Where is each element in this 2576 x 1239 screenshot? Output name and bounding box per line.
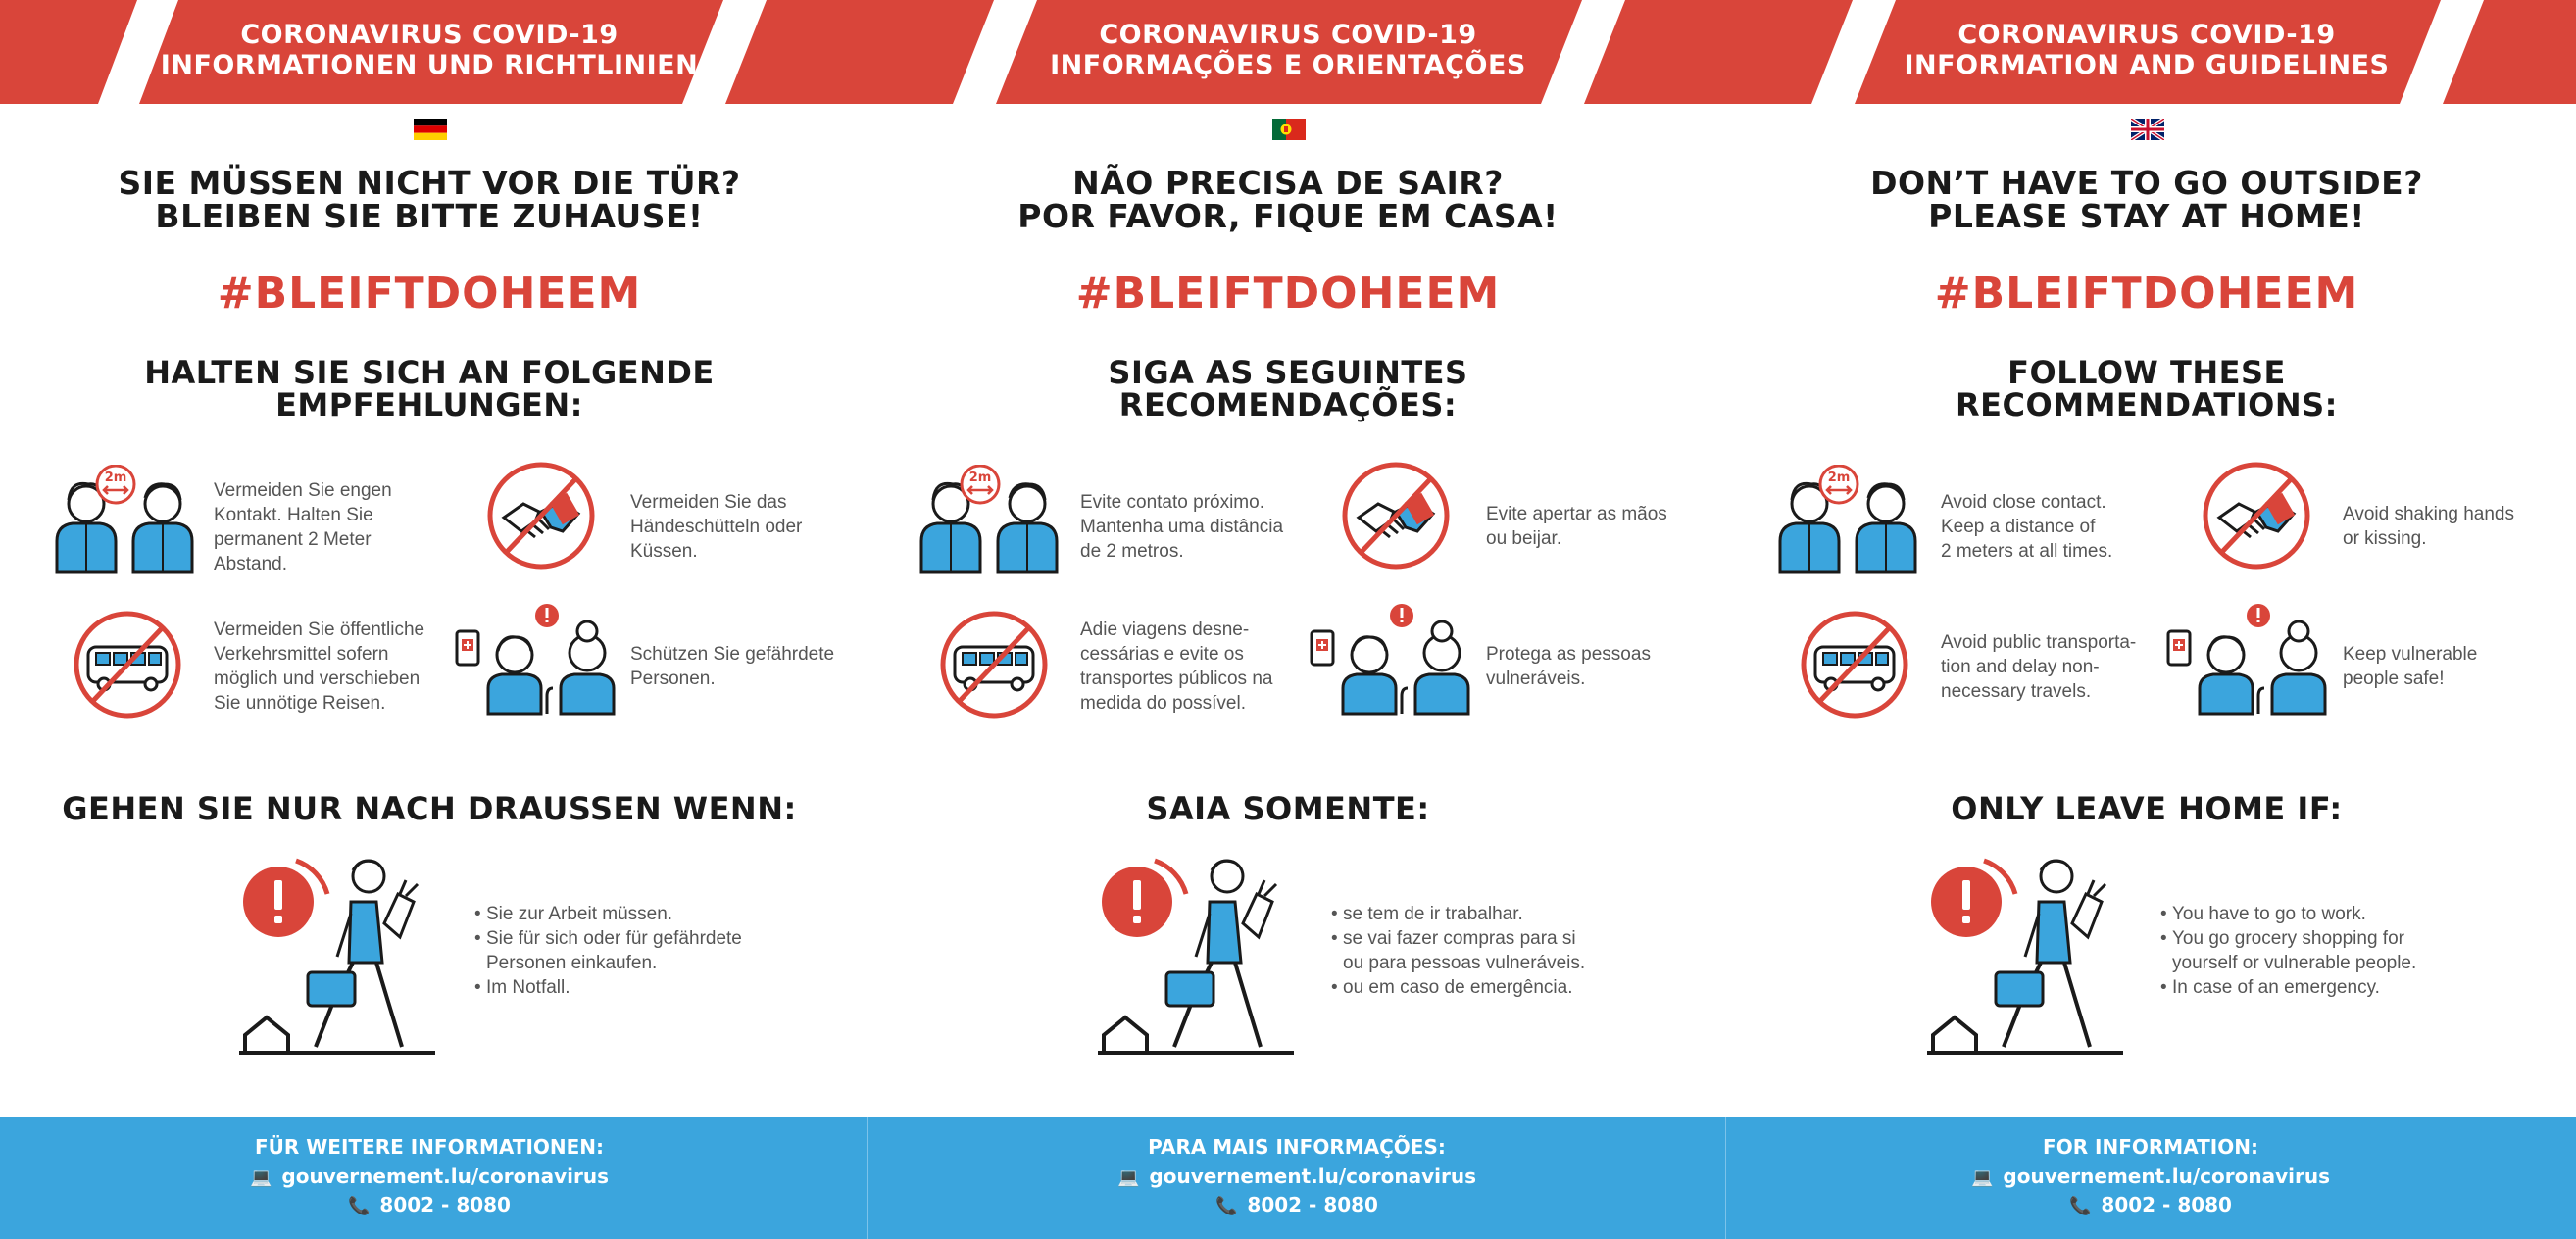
svg-text:2m: 2m (1827, 471, 1851, 485)
recommendations-heading: SIGA AS SEGUINTES RECOMENDAÇÕES: (1108, 354, 1468, 423)
headline: DON’T HAVE TO GO OUTSIDE? PLEASE STAY AT HOME! (1870, 164, 2423, 235)
no-handshake-icon (486, 461, 596, 570)
walking-shopper-icon (1098, 855, 1306, 1057)
germany-flag-icon (414, 119, 447, 140)
list-item: • You have to go to work. (2160, 902, 2416, 926)
laptop-icon: 💻 (1116, 1167, 1140, 1188)
vulnerable-people-icon (2164, 602, 2331, 716)
list-item: • se tem de ir trabalhar. (1331, 902, 1585, 926)
recommendation-text: Schützen Sie gefährdete Personen. (630, 644, 835, 689)
panel-german (0, 0, 859, 1117)
phone-icon: 📞 (2069, 1196, 2092, 1216)
svg-text:2m: 2m (104, 471, 127, 485)
hashtag: #BLEIFTDOHEEM (217, 269, 642, 319)
band-title: CORONAVIRUS COVID-19 INFORMAÇÕES E ORIENTAÇÕES (1050, 20, 1526, 80)
distance-2m-icon (1774, 465, 1921, 574)
leave-conditions-list (474, 902, 742, 1000)
walking-shopper-icon (1927, 855, 2135, 1057)
hashtag: #BLEIFTDOHEEM (1075, 269, 1501, 319)
headline: SIE MÜSSEN NICHT VOR DIE TÜR? BLEIBEN SIE BITTE ZUHAUSE! (118, 164, 741, 235)
no-bus-icon (939, 610, 1049, 719)
leave-conditions-list (2160, 902, 2416, 1000)
leave-home-heading: ONLY LEAVE HOME IF: (1951, 790, 2343, 827)
website-link[interactable]: gouvernement.lu/coronavirus (281, 1165, 609, 1188)
no-bus-icon (1800, 610, 1909, 719)
list-item: • In case of an emergency. (2160, 975, 2416, 1000)
footer-title: FÜR WEITERE INFORMATIONEN: (254, 1135, 605, 1159)
footer-german (0, 1117, 859, 1239)
headline: NÃO PRECISA DE SAIR? POR FAVOR, FIQUE EM CASA! (1017, 164, 1559, 235)
recommendation-text: Avoid public transporta- tion and delay non- necessary travels. (1941, 632, 2137, 702)
recommendation-text: Keep vulnerable people safe! (2343, 644, 2478, 689)
walking-shopper-icon (239, 855, 447, 1057)
recommendation-text: Evite contato próximo. Mantenha uma distância de 2 metros. (1080, 492, 1284, 562)
list-item: • se vai fazer compras para si ou para pessoas vulneráveis. (1331, 926, 1585, 975)
distance-2m-icon (51, 465, 198, 574)
recommendation-text: Adie viagens desne- cessárias e evite os transportes públicos na medida do possível. (1080, 620, 1273, 714)
website-link[interactable]: gouvernement.lu/coronavirus (2003, 1165, 2330, 1188)
leave-home-heading: SAIA SOMENTE: (1146, 790, 1430, 827)
list-item: • You go grocery shopping for yourself or vulnerable people. (2160, 926, 2416, 975)
no-handshake-icon (1341, 461, 1451, 570)
no-handshake-icon (2202, 461, 2311, 570)
recommendation-text: Avoid shaking hands or kissing. (2343, 504, 2514, 549)
recommendations-heading: HALTEN SIE SICH AN FOLGENDE EMPFEHLUNGEN: (144, 354, 715, 423)
recommendations-heading: FOLLOW THESE RECOMMENDATIONS: (1956, 354, 2338, 423)
leave-conditions-list (1331, 902, 1585, 1000)
footer (0, 1117, 2576, 1239)
distance-2m-icon (916, 465, 1063, 574)
laptop-icon: 💻 (1970, 1167, 1994, 1188)
recommendation-text: Evite apertar as mãos ou beijar. (1486, 504, 1667, 549)
uk-flag-icon (2131, 119, 2164, 140)
svg-text:2m: 2m (968, 471, 992, 485)
no-bus-icon (73, 610, 182, 719)
recommendation-text: Vermeiden Sie engen Kontakt. Halten Sie permanent 2 Meter Abstand. (214, 480, 392, 574)
hashtag: #BLEIFTDOHEEM (1934, 269, 2359, 319)
panel-english (1717, 0, 2576, 1117)
footer-english (1721, 1117, 2576, 1239)
portugal-flag-icon (1272, 119, 1306, 140)
phone-icon: 📞 (1215, 1196, 1238, 1216)
recommendation-text: Avoid close contact. Keep a distance of 2 meters at all times. (1941, 492, 2113, 562)
vulnerable-people-icon (1308, 602, 1474, 716)
band-title: CORONAVIRUS COVID-19 INFORMATIONEN UND RICHTLINIEN (160, 20, 699, 80)
recommendation-text: Vermeiden Sie öffentliche Verkehrsmittel sofern möglich und verschieben Sie unnötige Reisen. (214, 620, 425, 714)
panel-portuguese (859, 0, 1717, 1117)
list-item: • Sie für sich oder für gefährdete Personen einkaufen. (474, 926, 742, 975)
list-item: • Im Notfall. (474, 975, 742, 1000)
band-title: CORONAVIRUS COVID-19 INFORMATION AND GUIDELINES (1904, 20, 2390, 80)
phone-number[interactable]: 8002 - 8080 (379, 1193, 511, 1216)
list-item: • ou em caso de emergência. (1331, 975, 1585, 1000)
recommendation-text: Protega as pessoas vulneráveis. (1486, 644, 1651, 689)
footer-title: PARA MAIS INFORMAÇÕES: (1148, 1135, 1446, 1159)
phone-number[interactable]: 8002 - 8080 (2101, 1193, 2232, 1216)
laptop-icon: 💻 (249, 1167, 272, 1188)
website-link[interactable]: gouvernement.lu/coronavirus (1149, 1165, 1476, 1188)
recommendation-text: Vermeiden Sie das Händeschütteln oder Küssen. (630, 492, 803, 562)
footer-title: FOR INFORMATION: (2043, 1135, 2258, 1159)
footer-portuguese (867, 1117, 1726, 1239)
leave-home-heading: GEHEN SIE NUR NACH DRAUSSEN WENN: (62, 790, 797, 827)
vulnerable-people-icon (453, 602, 619, 716)
phone-number[interactable]: 8002 - 8080 (1247, 1193, 1378, 1216)
list-item: • Sie zur Arbeit müssen. (474, 902, 742, 926)
phone-icon: 📞 (348, 1196, 371, 1216)
